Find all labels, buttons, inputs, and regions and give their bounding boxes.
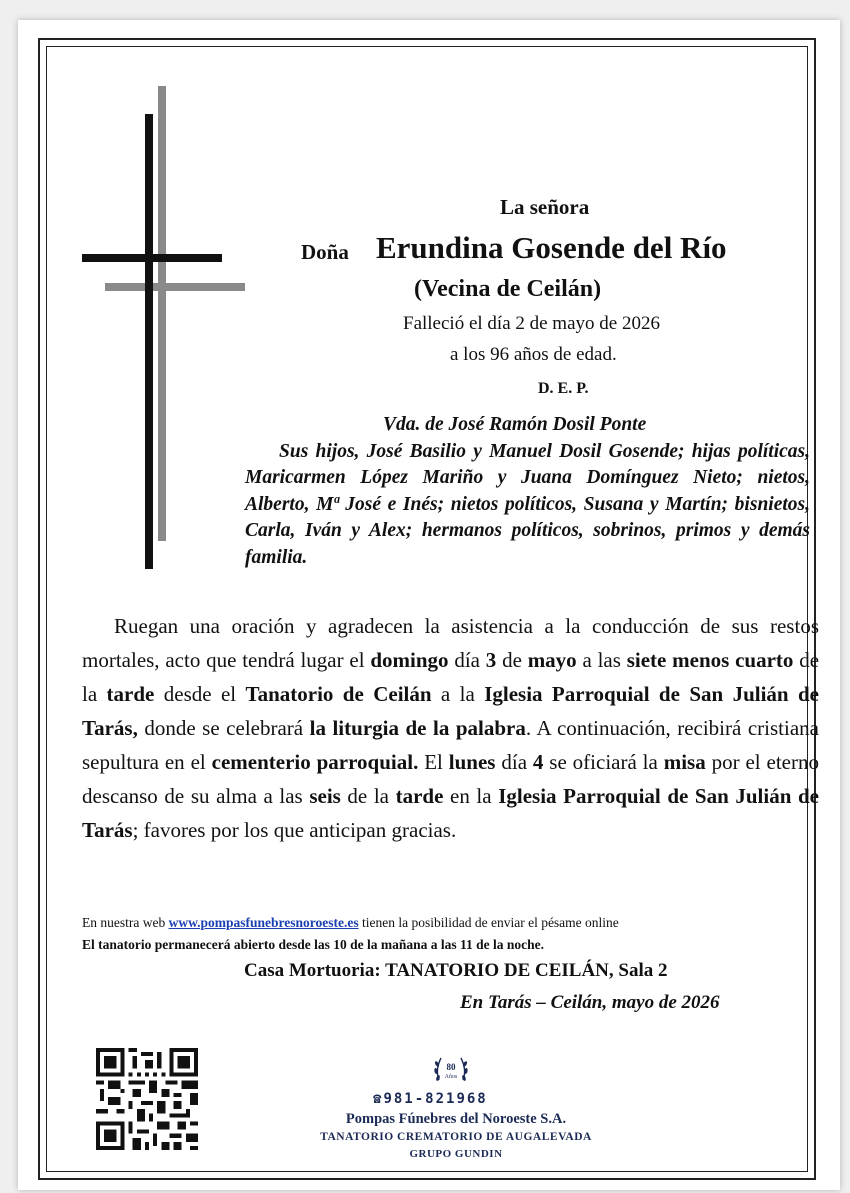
family-list <box>245 412 810 571</box>
children-line: Sus hijos, José Basilio y Manuel Dosil Gosende; <box>279 440 685 462</box>
ceremony-paragraph: Ruegan una oración y agradecen la asistencia a la conducción de sus restos mortales, acto que tendrá lugar el domingo día 3 de mayo a las siete menos cuarto de la tarde desde el Tanatorio de Ceilán a la Iglesia Parroquial de San Julián de Tarás, donde se celebrará la liturgia de la palabra. A continuación, recibirá cristiana sepultura en el cementerio parroquial. El lunes día 4 se oficiará la misa por el eterno descanso de su alma a las seis de la tarde en la Iglesia Parroquial de San Julián de Tarás; favores por los que anticipan gracias. <box>82 614 820 842</box>
company-line-2: TANATORIO CREMATORIO DE AUGALEVADA <box>320 1131 592 1143</box>
cross-gray-vertical <box>158 86 166 541</box>
intro-line: La señora <box>500 195 590 219</box>
origin-line: (Vecina de Ceilán) <box>414 276 602 302</box>
cross-gray-horizontal <box>105 283 245 291</box>
company-line-3: GRUPO GUNDIN <box>409 1148 503 1160</box>
qr-code[interactable] <box>96 1048 198 1150</box>
anniversary-emblem <box>431 1050 471 1090</box>
phone-icon: ☎ <box>373 1091 384 1107</box>
website-link[interactable]: www.pompasfunebresnoroeste.es <box>168 915 359 930</box>
cross-black-horizontal <box>82 254 222 262</box>
cross-black-vertical <box>145 114 153 569</box>
obituary-page <box>18 20 840 1190</box>
place-date: En Tarás – Ceilán, mayo de 2026 <box>460 992 720 1013</box>
death-date: Falleció el día 2 de mayo de 2026 <box>403 313 660 334</box>
outer-frame <box>38 38 820 1180</box>
widow-line: Vda. de José Ramón Dosil Ponte <box>383 414 647 435</box>
honorific: Doña <box>301 240 349 264</box>
hours-note: El tanatorio permanecerá abierto desde las 10 de la mañana a las 11 de la noche. <box>82 937 544 952</box>
funeral-home-line: Casa Mortuoria: TANATORIO DE CEILÁN, Sala 2 <box>244 960 668 981</box>
rip-line: D. E. P. <box>538 380 589 397</box>
age-line: a los 96 años de edad. <box>450 344 617 365</box>
company-name: Pompas Fúnebres del Noroeste S.A. <box>345 1111 567 1127</box>
web-note: En nuestra web www.pompasfunebresnoroeste.es tienen la posibilidad de enviar el pésame online <box>82 915 619 930</box>
company-phone[interactable]: ☎981-821968 <box>373 1091 488 1107</box>
relatives-text: hijas políticas, Maricarmen López Mariño y Juana Domínguez Nieto; nietos, Alberto, Mª José e Inés; nietos políticos, Susana y Martín; bisnietos, Carla, Iván y Alex; hermanos políticos, sobrinos, primos y demás familia. <box>245 440 810 568</box>
emblem-word: Años <box>444 1074 458 1080</box>
deceased-name: Erundina Gosende del Río <box>376 230 727 265</box>
emblem-number: 80 <box>446 1062 456 1072</box>
